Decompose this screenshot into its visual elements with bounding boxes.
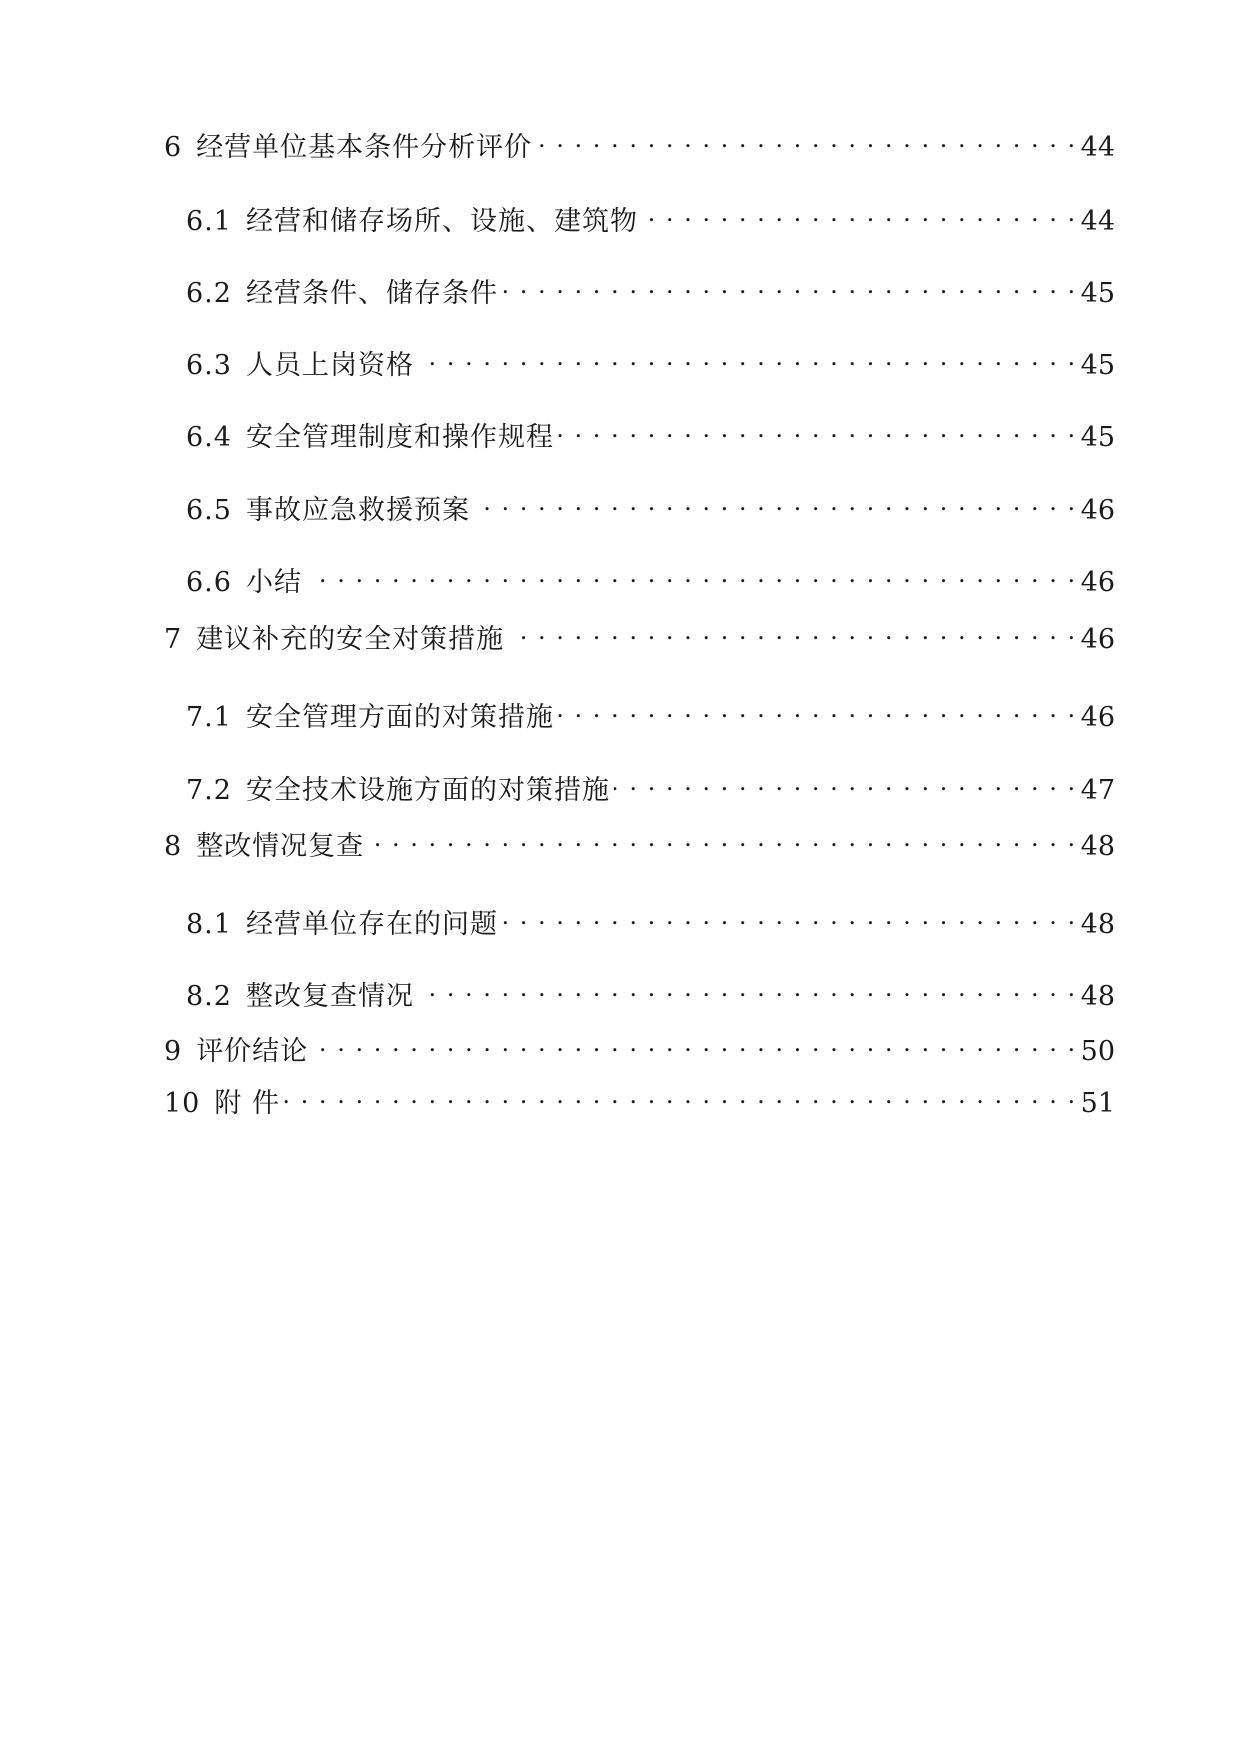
toc-entry[interactable] (186, 196, 1115, 237)
toc-entry-title: 整改情况复查 (196, 831, 365, 862)
toc-entry[interactable] (186, 899, 1115, 940)
toc-entry-page: 46 (1080, 702, 1115, 733)
toc-dot-leader (614, 765, 1077, 799)
toc-entry[interactable] (186, 340, 1115, 381)
toc-entry[interactable] (164, 821, 1115, 862)
toc-entry-title: 建议补充的安全对策措施 (196, 624, 505, 655)
toc-entry[interactable] (186, 268, 1115, 309)
toc-entry[interactable] (186, 412, 1115, 453)
toc-entry-title: 事故应急救援预案 (245, 495, 470, 526)
toc-entry-title: 安全管理方面的对策措施 (245, 702, 554, 733)
toc-dot-leader (474, 485, 1077, 519)
toc-entry-page: 45 (1080, 278, 1115, 309)
toc-entry[interactable] (164, 1078, 1115, 1119)
toc-entry-page: 50 (1080, 1036, 1115, 1067)
toc-entry-page: 48 (1080, 909, 1115, 940)
toc-entry-title: 经营单位基本条件分析评价 (196, 132, 533, 163)
toc-entry-title: 小结 (245, 567, 302, 598)
toc-entry-number: 9 (164, 1036, 183, 1067)
toc-entry[interactable] (186, 692, 1115, 733)
toc-entry-title: 经营和储存场所、设施、建筑物 (245, 206, 638, 237)
toc-dot-leader (418, 340, 1077, 374)
toc-dot-leader (284, 1078, 1077, 1112)
toc-dot-leader (418, 971, 1077, 1005)
toc-dot-leader (558, 692, 1077, 726)
toc-entry-title: 经营单位存在的问题 (245, 909, 498, 940)
toc-entry-title: 经营条件、储存条件 (245, 278, 498, 309)
toc-entry-page: 48 (1080, 981, 1115, 1012)
toc-entry-page: 45 (1080, 350, 1115, 381)
toc-entry-title: 整改复查情况 (245, 981, 414, 1012)
toc-entry[interactable] (186, 485, 1115, 526)
toc-dot-leader (306, 557, 1077, 591)
toc-dot-leader (508, 614, 1076, 648)
toc-entry-title: 评价结论 (196, 1036, 309, 1067)
toc-entry-page: 47 (1080, 775, 1115, 806)
toc-entry-page: 51 (1080, 1088, 1115, 1119)
toc-entry-title: 安全技术设施方面的对策措施 (245, 775, 610, 806)
toc-entry-number: 10 (164, 1088, 201, 1119)
toc-entry-page: 48 (1080, 831, 1115, 862)
toc-entry[interactable] (186, 557, 1115, 598)
toc-entry-page: 46 (1080, 495, 1115, 526)
toc-entry-number: 7.2 (186, 775, 232, 806)
toc-entry-number: 6.5 (186, 495, 232, 526)
toc-entry-page: 46 (1080, 624, 1115, 655)
toc-dot-leader (536, 122, 1076, 156)
toc-entry-title: 安全管理制度和操作规程 (245, 422, 554, 453)
toc-entry-page: 45 (1080, 422, 1115, 453)
toc-dot-leader (502, 899, 1077, 933)
toc-dot-leader (502, 268, 1077, 302)
toc-entry-number: 6.4 (186, 422, 232, 453)
toc-entry[interactable] (186, 971, 1115, 1012)
toc-dot-leader (642, 196, 1077, 230)
toc-entry-number: 8 (164, 831, 183, 862)
toc-entry[interactable] (164, 614, 1115, 655)
toc-entry[interactable] (164, 1026, 1115, 1067)
toc-entry-title: 人员上岗资格 (245, 350, 414, 381)
toc-entry-number: 7.1 (186, 702, 232, 733)
toc-entry[interactable] (186, 765, 1115, 806)
toc-entry-title: 附 件 (214, 1088, 280, 1119)
toc-dot-leader (368, 821, 1076, 855)
toc-entry-number: 6.1 (186, 206, 232, 237)
toc-entry-number: 7 (164, 624, 183, 655)
toc-entry-number: 6.3 (186, 350, 232, 381)
toc-entry-number: 8.2 (186, 981, 232, 1012)
toc-dot-leader (312, 1026, 1076, 1060)
toc-entry-number: 6.6 (186, 567, 232, 598)
toc-entry-number: 8.1 (186, 909, 232, 940)
toc-entry-page: 44 (1080, 132, 1115, 163)
toc-entry-number: 6 (164, 132, 183, 163)
toc-entry-number: 6.2 (186, 278, 232, 309)
toc-entry-page: 44 (1080, 206, 1115, 237)
toc-entry[interactable] (164, 122, 1115, 163)
toc-entry-page: 46 (1080, 567, 1115, 598)
toc-dot-leader (558, 412, 1077, 446)
